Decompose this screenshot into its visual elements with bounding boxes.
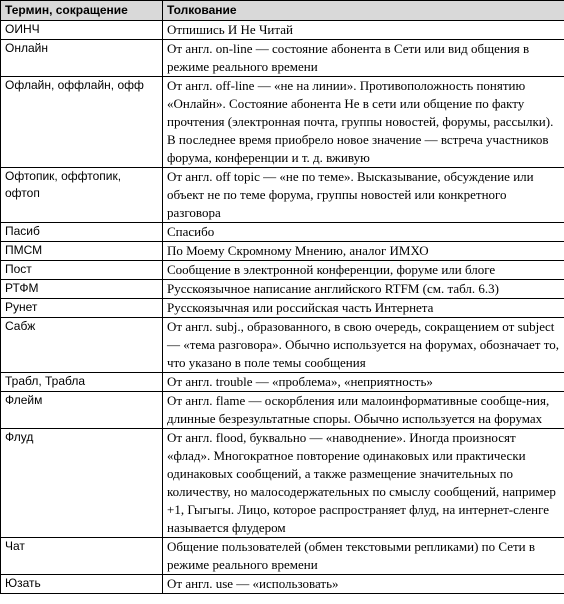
table-row [1, 280, 564, 299]
term-cell: Пасиб [1, 223, 163, 242]
definition-cell: От англ. on-line — состояние абонента в Сети или вид общения в режиме реального времени [163, 40, 564, 77]
term-cell: Флуд [1, 429, 163, 538]
table-row [1, 575, 564, 594]
table-header-row [1, 1, 564, 21]
table-row [1, 40, 564, 77]
definition-cell: Сообщение в электронной конференции, форуме или блоге [163, 261, 564, 280]
definition-cell: Отпишись И Не Читай [163, 21, 564, 40]
term-cell: ПМСМ [1, 242, 163, 261]
table-row [1, 299, 564, 318]
table-row [1, 21, 564, 40]
column-header-definition: Толкование [163, 1, 564, 21]
table-row [1, 223, 564, 242]
definition-cell: От англ. trouble — «проблема», «неприятность» [163, 373, 564, 392]
term-cell: Сабж [1, 318, 163, 373]
definition-cell: По Моему Скромному Мнению, аналог ИМХО [163, 242, 564, 261]
table-row [1, 261, 564, 280]
term-cell: Офтопик, оффтопик, офтоп [1, 168, 163, 223]
definition-cell: От англ. flood, буквально — «наводнение». Иногда произносят «флад». Многократное повторение одинаковых или практически одинаковых сообщений, а также размещение значительных по количеству, но малосодержательных по смыслу сообщений, например +1, Гыгыгы. Лицо, которое распространяет флуд, на интернет-сленге называется флудером [163, 429, 564, 538]
term-cell: Юзать [1, 575, 163, 594]
column-header-term: Термин, сокращение [1, 1, 163, 21]
term-cell: Чат [1, 538, 163, 575]
definition-cell: От англ. off topic — «не по теме». Высказывание, обсуждение или объект не по теме форума, группы новостей или конкретного разговора [163, 168, 564, 223]
term-cell: Онлайн [1, 40, 163, 77]
term-cell: ОИНЧ [1, 21, 163, 40]
term-cell: Офлайн, оффлайн, офф [1, 77, 163, 168]
term-cell: Флейм [1, 392, 163, 429]
table-row [1, 168, 564, 223]
definition-cell: От англ. flame — оскорбления или малоинформативные сообще-ния, длинные безрезультатные споры. Обычно используется на форумах [163, 392, 564, 429]
table-body [1, 21, 564, 594]
definition-cell: Русскоязычное написание английского RTFM (см. табл. 6.3) [163, 280, 564, 299]
term-cell: РТФМ [1, 280, 163, 299]
definition-cell: Русскоязычная или российская часть Интернета [163, 299, 564, 318]
term-cell: Рунет [1, 299, 163, 318]
table-row [1, 242, 564, 261]
table-row [1, 318, 564, 373]
term-cell: Трабл, Трабла [1, 373, 163, 392]
table-row [1, 429, 564, 538]
table-row [1, 77, 564, 168]
table-row [1, 373, 564, 392]
table-row [1, 392, 564, 429]
definition-cell: От англ. subj., образованного, в свою очередь, сокращением от subject — «тема разговора». Обычно используется на форумах, обозначает то, что указано в поле темы сообщения [163, 318, 564, 373]
definition-cell: Общение пользователей (обмен текстовыми репликами) по Сети в режиме реального времени [163, 538, 564, 575]
definition-cell: От англ. use — «использовать» [163, 575, 564, 594]
table-row [1, 538, 564, 575]
definition-cell: Спасибо [163, 223, 564, 242]
term-cell: Пост [1, 261, 163, 280]
definition-cell: От англ. off-line — «не на линии». Противоположность понятию «Онлайн». Состояние абонента Не в сети или общение по факту прочтения (электронная почта, группы новостей, форумы, рассылки). В последнее время приобрело новое значение — встреча участников форума, конференции и т. д. вживую [163, 77, 564, 168]
